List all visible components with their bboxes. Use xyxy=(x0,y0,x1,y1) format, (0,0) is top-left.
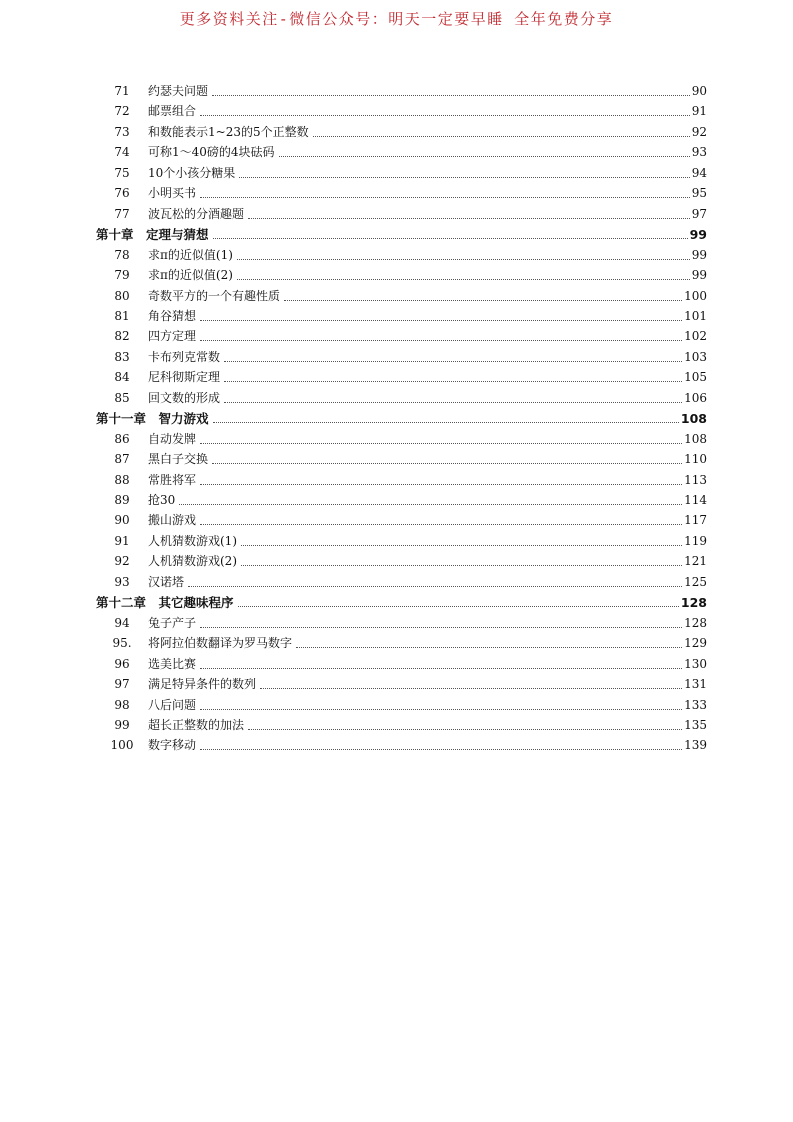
toc-entry-title: 选美比赛 xyxy=(148,656,197,671)
toc-entry-title: 常胜将军 xyxy=(148,472,197,487)
dot-leader xyxy=(296,646,682,648)
toc-entry-number: 81 xyxy=(114,308,130,323)
dot-leader xyxy=(224,401,682,403)
toc-entry-number: 86 xyxy=(114,431,130,446)
dot-leader xyxy=(200,626,682,628)
toc-entry[interactable] xyxy=(96,733,707,753)
toc-entry-title: 超长正整数的加法 xyxy=(148,717,245,732)
dot-leader xyxy=(179,503,682,505)
dot-leader xyxy=(200,523,682,525)
toc-entry[interactable] xyxy=(96,140,707,160)
toc-entry[interactable] xyxy=(96,508,707,528)
toc-entry[interactable] xyxy=(96,243,707,263)
toc-entry-number: 99 xyxy=(114,717,130,732)
toc-entry[interactable] xyxy=(96,631,707,651)
toc-entry-number: 79 xyxy=(114,268,130,283)
toc-page-number: 121 xyxy=(684,554,707,569)
toc-entry-title: 和数能表示1~23的5个正整数 xyxy=(148,124,309,139)
toc-entry[interactable] xyxy=(96,529,707,549)
toc-entry-title: 兔子产子 xyxy=(148,615,197,630)
toc-page-number: 93 xyxy=(691,145,707,160)
toc-entry-title: 将阿拉伯数翻译为罗马数字 xyxy=(148,636,293,651)
toc-entry[interactable] xyxy=(96,324,707,344)
toc-page-number: 99 xyxy=(689,227,707,243)
toc-entry-number: 92 xyxy=(114,554,130,569)
toc-entry-number: 93 xyxy=(114,574,130,589)
toc-entry-number: 78 xyxy=(114,247,130,262)
toc-entry-title: 黑白子交换 xyxy=(148,452,209,467)
dot-leader xyxy=(212,94,690,96)
toc-entry-title: 第十章 定理与猜想 xyxy=(96,227,209,243)
toc-entry-number: 83 xyxy=(114,349,130,364)
toc-entry[interactable] xyxy=(96,427,707,447)
toc-entry-title: 角谷猜想 xyxy=(148,308,197,323)
dot-leader xyxy=(239,176,689,178)
toc-entry-title: 回文数的形成 xyxy=(148,390,221,405)
toc-entry-title: 汉诺塔 xyxy=(148,574,185,589)
toc-entry-title: 邮票组合 xyxy=(148,104,197,119)
dot-leader xyxy=(200,114,690,116)
toc-page-number: 91 xyxy=(691,104,707,119)
toc-entry-number: 72 xyxy=(114,104,130,119)
toc-page-number: 100 xyxy=(684,288,707,303)
toc-entry-title: 人机猜数游戏(2) xyxy=(148,554,237,569)
toc-page-number: 131 xyxy=(684,677,707,692)
toc-page-number: 128 xyxy=(684,615,707,630)
toc-page-number: 125 xyxy=(684,574,707,589)
dot-leader xyxy=(237,258,690,260)
toc-entry-title: 数字移动 xyxy=(148,738,197,753)
toc-entry[interactable] xyxy=(96,549,707,569)
toc-entry-number: 85 xyxy=(114,390,130,405)
toc-page-number: 97 xyxy=(691,206,707,221)
toc-entry[interactable] xyxy=(96,652,707,672)
toc-entry-number: 80 xyxy=(114,288,130,303)
toc-page-number: 133 xyxy=(684,697,707,712)
toc-page-number: 102 xyxy=(684,329,707,344)
dot-leader xyxy=(284,299,682,301)
toc-page-number: 92 xyxy=(691,124,707,139)
toc-page-number: 117 xyxy=(684,513,707,528)
dot-leader xyxy=(200,339,682,341)
toc-entry-title: 八后问题 xyxy=(148,697,197,712)
toc-entry-number: 97 xyxy=(114,677,130,692)
toc-entry[interactable] xyxy=(96,345,707,365)
header-banner: 更多资料关注-微信公众号：明天一定要早睡 全年免费分享 xyxy=(179,10,614,28)
toc-entry[interactable] xyxy=(96,386,707,406)
toc-entry-title: 奇数平方的一个有趣性质 xyxy=(148,288,281,303)
toc-entry-number: 84 xyxy=(114,370,130,385)
dot-leader xyxy=(200,667,682,669)
toc-entry-number: 71 xyxy=(114,84,130,98)
toc-entry-title: 卡布列克常数 xyxy=(148,349,221,364)
toc-entry[interactable] xyxy=(96,79,707,99)
toc-chapter[interactable] xyxy=(96,590,707,610)
toc-entry[interactable] xyxy=(96,202,707,222)
toc-entry-number: 96 xyxy=(114,656,130,671)
toc-entry-number: 82 xyxy=(114,329,130,344)
toc-entry[interactable] xyxy=(96,447,707,467)
dot-leader xyxy=(237,278,690,280)
toc-entry-title: 自动发牌 xyxy=(148,431,197,446)
toc-entry-title: 人机猜数游戏(1) xyxy=(148,533,237,548)
toc-entry-number: 87 xyxy=(114,452,130,467)
toc-entry-title: 10个小孩分糖果 xyxy=(148,165,236,180)
toc-entry[interactable] xyxy=(96,284,707,304)
dot-leader xyxy=(241,564,682,566)
toc-entry[interactable] xyxy=(96,570,707,590)
toc-entry[interactable] xyxy=(96,161,707,181)
toc-page-number: 106 xyxy=(684,390,707,405)
toc-page-number: 114 xyxy=(684,493,707,507)
toc-entry-number: 90 xyxy=(114,513,130,528)
toc-entry-title: 满足特异条件的数列 xyxy=(148,677,257,692)
toc-entry-number: 77 xyxy=(114,206,130,221)
toc-page-number: 130 xyxy=(684,656,707,671)
toc-page-number: 129 xyxy=(684,636,707,651)
toc-page-number: 128 xyxy=(680,595,707,611)
toc-entry-title: 搬山游戏 xyxy=(148,513,197,528)
dot-leader xyxy=(213,421,679,423)
toc-page-number: 135 xyxy=(684,717,707,732)
toc-page-number: 105 xyxy=(684,370,707,385)
toc-entry-number: 73 xyxy=(114,124,130,139)
toc-page-number: 110 xyxy=(684,452,707,467)
toc-page-number: 108 xyxy=(680,411,707,427)
toc-entry-number: 88 xyxy=(114,472,130,487)
toc-page-number: 113 xyxy=(684,472,707,487)
dot-leader xyxy=(313,135,690,137)
toc-page-number: 99 xyxy=(691,268,707,283)
toc-entry-number: 100 xyxy=(110,738,134,753)
dot-leader xyxy=(248,728,682,730)
toc-entry[interactable] xyxy=(96,120,707,140)
toc-page-number: 103 xyxy=(684,349,707,364)
dot-leader xyxy=(212,462,682,464)
dot-leader xyxy=(224,360,682,362)
dot-leader xyxy=(238,605,679,607)
toc-entry-title: 可称1～40磅的4块砝码 xyxy=(148,145,275,160)
toc-entry-number: 94 xyxy=(114,615,130,630)
toc-page-number: 139 xyxy=(684,738,707,753)
toc-page-number: 99 xyxy=(691,247,707,262)
toc-entry-title: 抢30 xyxy=(148,493,176,507)
dot-leader xyxy=(224,380,682,382)
dot-leader xyxy=(200,748,682,750)
toc-entry-number: 95. xyxy=(112,636,132,651)
toc-entry-title: 波瓦松的分酒趣题 xyxy=(148,206,245,221)
toc-entry[interactable] xyxy=(96,672,707,692)
toc-page-number: 95 xyxy=(691,186,707,201)
toc-page-number: 108 xyxy=(684,431,707,446)
toc-entry-number: 91 xyxy=(114,533,130,548)
dot-leader xyxy=(200,196,690,198)
dot-leader xyxy=(213,237,688,239)
toc-page-number: 94 xyxy=(691,165,707,180)
dot-leader xyxy=(200,442,682,444)
toc-entry-title: 第十一章 智力游戏 xyxy=(96,411,209,427)
toc-entry[interactable] xyxy=(96,693,707,713)
toc-entry-title: 四方定理 xyxy=(148,329,197,344)
dot-leader xyxy=(279,155,690,157)
toc-entry-number: 74 xyxy=(114,145,130,160)
toc-entry-title: 第十二章 其它趣味程序 xyxy=(96,595,234,611)
toc-entry-title: 尼科彻斯定理 xyxy=(148,370,221,385)
toc-page-number: 101 xyxy=(684,308,707,323)
toc-entry[interactable] xyxy=(96,263,707,283)
toc-page-number: 90 xyxy=(691,84,707,98)
toc-entry[interactable] xyxy=(96,99,707,119)
toc-entry[interactable] xyxy=(96,713,707,733)
toc-entry[interactable] xyxy=(96,304,707,324)
toc-entry-number: 98 xyxy=(114,697,130,712)
toc-entry-title: 求π的近似值(1) xyxy=(148,247,233,262)
toc-entry[interactable] xyxy=(96,365,707,385)
dot-leader xyxy=(200,483,682,485)
toc-chapter[interactable] xyxy=(96,406,707,426)
dot-leader xyxy=(188,585,682,587)
toc-page-number: 119 xyxy=(684,533,707,548)
toc-entry-number: 89 xyxy=(114,493,130,507)
dot-leader xyxy=(200,708,682,710)
toc-entry-title: 小明买书 xyxy=(148,186,197,201)
toc-entry-number: 76 xyxy=(114,186,130,201)
toc-entry-title: 求π的近似值(2) xyxy=(148,268,233,283)
toc-entry[interactable] xyxy=(96,468,707,488)
dot-leader xyxy=(260,687,682,689)
toc-entry[interactable] xyxy=(96,488,707,508)
toc-entry[interactable] xyxy=(96,181,707,201)
toc-entry-number: 75 xyxy=(114,165,130,180)
toc-entry[interactable] xyxy=(96,611,707,631)
toc-chapter[interactable] xyxy=(96,222,707,242)
dot-leader xyxy=(200,319,682,321)
dot-leader xyxy=(248,217,690,219)
dot-leader xyxy=(241,544,682,546)
toc-entry-title: 约瑟夫问题 xyxy=(148,84,209,98)
